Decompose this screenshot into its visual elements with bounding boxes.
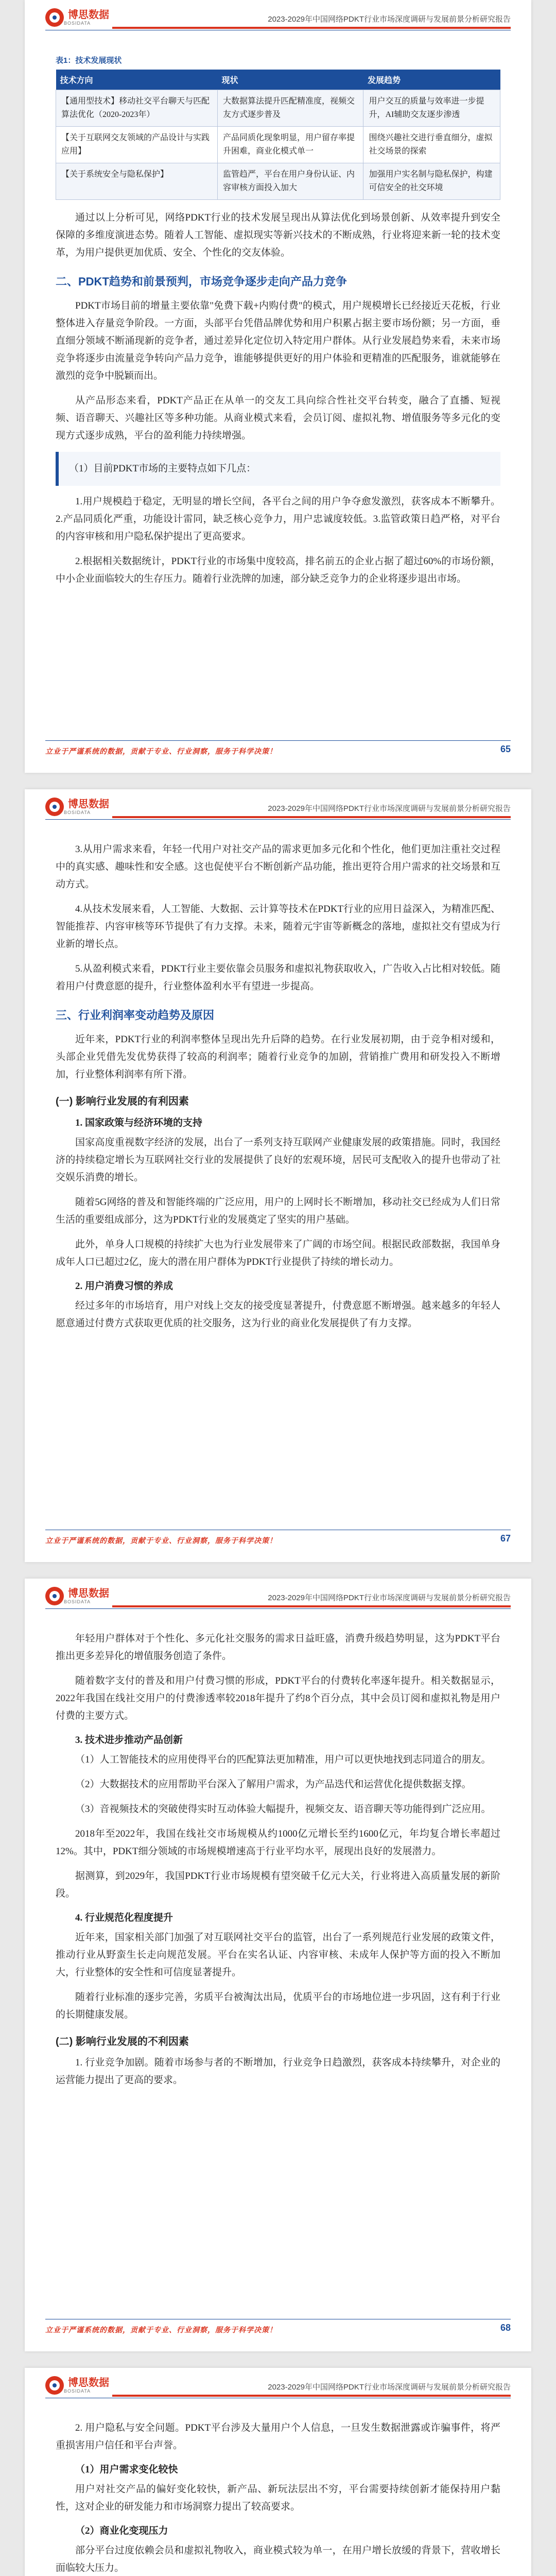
section-heading: 二、PDKT趋势和前景预判，市场竞争逐步走向产品力竞争 bbox=[56, 275, 347, 288]
page-header bbox=[25, 0, 531, 37]
report-page bbox=[25, 789, 531, 1562]
logo-name: 博思数据 bbox=[68, 2377, 109, 2388]
body-paragraph: 2018年至2022年，我国在线社交市场规模从约1000亿元增长至约1600亿元，年均复合增长率超过12%。其中，PDKT细分领域的市场规模增速高于行业平均水平，展现出良好的发展潜力。 bbox=[56, 1828, 500, 1857]
body-paragraph: 5.从盈利模式来看，PDKT行业主要依靠会员服务和虚拟礼物获取收入，广告收入占比相对较低。随着用户付费意愿的提升，行业整体盈利水平有望进一步提高。 bbox=[56, 963, 500, 992]
report-title: 2023-2029年中国网络PDKT行业市场深度调研与发展前景分析研究报告 bbox=[268, 2383, 511, 2392]
table-header-cell: 现状 bbox=[218, 70, 363, 90]
footer-slogan: 立业于严谨系统的数据，贡献于专业、行业洞察，服务于科学决策！ bbox=[45, 1536, 277, 1545]
header-rule bbox=[45, 1608, 511, 1609]
point-heading: 2. 用户消费习惯的养成 bbox=[75, 1281, 173, 1292]
page-body bbox=[56, 841, 500, 1340]
body-paragraph: 国家高度重视数字经济的发展，出台了一系列支持互联网产业健康发展的政策措施。同时，我国经济的持续稳定增长为互联网社交行业的发展提供了良好的宏观环境，居民可支配收入的提升也带动了社交娱乐消费的增长。 bbox=[56, 1137, 500, 1183]
logo-subtitle: BOSIDATA bbox=[64, 2388, 91, 2394]
logo-icon bbox=[45, 798, 64, 816]
data-table bbox=[56, 70, 500, 200]
table-caption: 表1：技术发展现状 bbox=[56, 56, 122, 65]
table-row bbox=[56, 90, 500, 127]
footer-slogan: 立业于严谨系统的数据，贡献于专业、行业洞察，服务于科学决策！ bbox=[45, 747, 277, 755]
page-number: 67 bbox=[500, 1533, 511, 1544]
brand-logo bbox=[45, 2376, 109, 2395]
body-paragraph: 用户对社交产品的偏好变化较快，新产品、新玩法层出不穷，平台需要持续创新才能保持用户黏性，这对企业的研发能力和市场洞察力提出了较高要求。 bbox=[56, 2484, 500, 2512]
page-number: 65 bbox=[500, 744, 511, 754]
brand-logo bbox=[45, 798, 109, 816]
body-paragraph: 随着5G网络的普及和智能终端的广泛应用，用户的上网时长不断增加，移动社交已经成为人们日常生活的重要组成部分，这为PDKT行业的发展奠定了坚实的用户基础。 bbox=[56, 1197, 500, 1225]
body-paragraph: 近年来，国家相关部门加强了对互联网社交平台的监管，出台了一系列规范行业发展的政策文件，推动行业从野蛮生长走向规范发展。平台在实名认证、内容审核、未成年人保护等方面的投入不断加大，行业整体的安全性和可信度显著提升。 bbox=[56, 1932, 500, 1978]
table-cell: 【关于系统安全与隐私保护】 bbox=[56, 163, 218, 200]
logo-name: 博思数据 bbox=[68, 9, 109, 21]
point-heading: 1. 国家政策与经济环境的支持 bbox=[75, 1117, 203, 1128]
report-page bbox=[25, 2368, 531, 2576]
table-header-cell: 技术方向 bbox=[56, 70, 218, 90]
subsection-heading: (二) 影响行业发展的不利因素 bbox=[56, 2036, 189, 2047]
table-cell: 围绕兴趣社交进行垂直细分，虚拟社交场景的探索 bbox=[363, 127, 500, 163]
body-paragraph: 此外，单身人口规模的持续扩大也为行业发展带来了广阔的市场空间。根据民政部数据，我国单身成年人口已超过2亿，庞大的潜在用户群体为PDKT行业提供了持续的增长动力。 bbox=[56, 1239, 500, 1267]
page-footer bbox=[45, 2319, 511, 2340]
table-cell: 大数据算法提升匹配精准度，视频交友方式逐步普及 bbox=[218, 90, 363, 127]
table-cell: 【通用型技术】移动社交平台聊天与匹配算法优化（2020-2023年） bbox=[56, 90, 218, 127]
logo-icon bbox=[45, 2376, 64, 2395]
logo-subtitle: BOSIDATA bbox=[64, 1599, 91, 1604]
body-paragraph: 随着行业标准的逐步完善，劣质平台被淘汰出局，优质平台的市场地位进一步巩固，这有利于行业的长期健康发展。 bbox=[56, 1992, 500, 2020]
body-paragraph: 1.用户规模趋于稳定，无明显的增长空间，各平台之间的用户争夺愈发激烈，获客成本不断攀升。2.产品同质化严重，功能设计雷同，缺乏核心竞争力，用户忠诚度较低。3.监管政策日趋严格，对平台的内容审核和用户隐私保护提出了更高要求。 bbox=[56, 496, 500, 542]
highlight-box: （1）目前PDKT市场的主要特点如下几点： bbox=[56, 452, 500, 486]
logo-name: 博思数据 bbox=[68, 1588, 109, 1599]
subsection-heading: (一) 影响行业发展的有利因素 bbox=[56, 1096, 189, 1107]
logo-text-block bbox=[64, 9, 109, 26]
body-paragraph: （3）音视频技术的突破使得实时互动体验大幅提升，视频交友、语音聊天等功能得到广泛应用。 bbox=[75, 1804, 491, 1815]
header-rule bbox=[45, 819, 511, 820]
body-paragraph: （2）大数据技术的应用帮助平台深入了解用户需求，为产品迭代和运营优化提供数据支撑。 bbox=[75, 1779, 472, 1790]
point-heading: （2）商业化变现压力 bbox=[75, 2526, 168, 2536]
body-paragraph: 随着数字支付的普及和用户付费习惯的形成，PDKT平台的付费转化率逐年提升。相关数据显示，2022年我国在线社交用户的付费渗透率较2018年提升了约8个百分点，其中会员订阅和虚拟礼物是用户付费的主要方式。 bbox=[56, 1675, 500, 1721]
footer-slogan: 立业于严谨系统的数据，贡献于专业、行业洞察，服务于科学决策！ bbox=[45, 2326, 277, 2334]
section-heading: 三、行业利润率变动趋势及原因 bbox=[56, 1009, 215, 1022]
header-accent-bar bbox=[112, 1605, 511, 1607]
report-page bbox=[25, 1579, 531, 2351]
page-footer bbox=[45, 740, 511, 761]
body-paragraph: 1. 行业竞争加剧。随着市场参与者的不断增加，行业竞争日趋激烈，获客成本持续攀升，对企业的运营能力提出了更高的要求。 bbox=[56, 2057, 500, 2086]
table-cell: 产品同质化现象明显，用户留存率提升困难，商业化模式单一 bbox=[218, 127, 363, 163]
table-cell: 用户交互的质量与效率进一步提升，AI辅助交友逐步渗透 bbox=[363, 90, 500, 127]
header-accent-bar bbox=[112, 2395, 511, 2397]
header-accent-bar bbox=[112, 27, 511, 29]
page-body bbox=[56, 1630, 500, 2096]
table-header-row bbox=[56, 70, 500, 90]
logo-text-block bbox=[64, 1588, 109, 1604]
logo-icon bbox=[45, 8, 64, 27]
body-paragraph: 从产品形态来看，PDKT产品正在从单一的交友工具向综合性社交平台转变，融合了直播、短视频、语音聊天、兴趣社区等多种功能。从商业模式来看，会员订阅、虚拟礼物、增值服务等多元化的变现方式逐步成熟，平台的盈利能力持续增强。 bbox=[56, 395, 500, 441]
body-paragraph: PDKT市场目前的增量主要依靠"免费下载+内购付费"的模式，用户规模增长已经接近天花板，行业整体进入存量竞争阶段。一方面，头部平台凭借品牌优势和用户积累占据主要市场份额；另一方面，垂直细分领域不断涌现新的竞争者，通过差异化定位切入特定用户群体。从行业发展趋势来看，未来市场竞争将逐步由流量竞争转向产品力竞争，谁能够提供更好的用户体验和更精准的匹配服务，谁就能够在激烈的竞争中脱颖而出。 bbox=[56, 300, 500, 381]
table-row bbox=[56, 127, 500, 163]
table-cell: 加强用户实名制与隐私保护，构建可信安全的社交环境 bbox=[363, 163, 500, 200]
body-paragraph: 通过以上分析可见，网络PDKT行业的技术发展呈现出从算法优化到场景创新、从效率提升到安全保障的多维度演进态势。随着人工智能、虚拟现实等新兴技术的不断成熟，行业将迎来新一轮的技术变革，为用户提供更加优质、安全、个性化的交友体验。 bbox=[56, 212, 500, 258]
body-paragraph: 年轻用户群体对于个性化、多元化社交服务的需求日益旺盛，消费升级趋势明显，这为PDKT平台推出更多差异化的增值服务创造了条件。 bbox=[56, 1633, 500, 1662]
logo-icon bbox=[45, 1587, 64, 1605]
logo-subtitle: BOSIDATA bbox=[64, 810, 91, 815]
page-header bbox=[25, 2368, 531, 2405]
report-title: 2023-2029年中国网络PDKT行业市场深度调研与发展前景分析研究报告 bbox=[268, 1594, 511, 1602]
header-accent-bar bbox=[112, 816, 511, 818]
point-heading: （1）用户需求变化较快 bbox=[75, 2464, 178, 2475]
logo-text-block bbox=[64, 799, 109, 815]
body-paragraph: （1）人工智能技术的应用使得平台的匹配算法更加精准，用户可以更快地找到志同道合的朋友。 bbox=[75, 1754, 491, 1765]
report-page bbox=[25, 0, 531, 773]
body-paragraph: 部分平台过度依赖会员和虚拟礼物收入，商业模式较为单一，在用户增长放缓的背景下，营收增长面临较大压力。 bbox=[56, 2545, 500, 2573]
table-header-cell: 发展趋势 bbox=[363, 70, 500, 90]
logo-text-block bbox=[64, 2377, 109, 2394]
body-paragraph: 2.根据相关数据统计，PDKT行业的市场集中度较高，排名前五的企业占据了超过60%的市场份额，中小企业面临较大的生存压力。随着行业洗牌的加速，部分缺乏竞争力的企业将逐步退出市场。 bbox=[56, 556, 500, 584]
logo-name: 博思数据 bbox=[68, 799, 109, 810]
report-title: 2023-2029年中国网络PDKT行业市场深度调研与发展前景分析研究报告 bbox=[268, 15, 511, 24]
body-paragraph: 3.从用户需求来看，年轻一代用户对社交产品的需求更加多元化和个性化，他们更加注重社交过程中的真实感、趣味性和安全感。这也促使平台不断创新产品功能，推出更符合用户需求的社交场景和互动方式。 bbox=[56, 844, 500, 890]
brand-logo bbox=[45, 1587, 109, 1605]
table-cell: 【关于互联网交友领域的产品设计与实践应用】 bbox=[56, 127, 218, 163]
point-heading: 4. 行业规范化程度提升 bbox=[75, 1912, 173, 1923]
page-footer bbox=[45, 1530, 511, 1551]
body-paragraph: 据测算，到2029年，我国PDKT行业市场规模有望突破千亿元大关，行业将进入高质量发展的新阶段。 bbox=[56, 1871, 500, 1899]
report-title: 2023-2029年中国网络PDKT行业市场深度调研与发展前景分析研究报告 bbox=[268, 804, 511, 813]
brand-logo bbox=[45, 8, 109, 27]
page-header bbox=[25, 1579, 531, 1616]
page-number: 68 bbox=[500, 2323, 511, 2333]
body-paragraph: 近年来，PDKT行业的利润率整体呈现出先升后降的趋势。在行业发展初期，由于竞争相对缓和，头部企业凭借先发优势获得了较高的利润率；随着行业竞争的加剧，营销推广费用和研发投入不断增加，行业整体利润率有所下滑。 bbox=[56, 1034, 500, 1080]
point-heading: 3. 技术进步推动产品创新 bbox=[75, 1735, 183, 1745]
body-paragraph: 4.从技术发展来看，人工智能、大数据、云计算等技术在PDKT行业的应用日益深入，为精准匹配、智能推荐、内容审核等环节提供了有力支撑。未来，随着元宇宙等新概念的落地，虚拟社交有望成为行业新的增长点。 bbox=[56, 904, 500, 950]
logo-subtitle: BOSIDATA bbox=[64, 21, 91, 26]
page-body bbox=[56, 52, 500, 595]
page-header bbox=[25, 789, 531, 826]
body-paragraph: 经过多年的市场培育，用户对线上交友的接受度显著提升，付费意愿不断增强。越来越多的年轻人愿意通过付费方式获取更优质的社交服务，这为行业的商业化发展提供了有力支撑。 bbox=[56, 1300, 500, 1329]
table-row bbox=[56, 163, 500, 200]
body-paragraph: 2. 用户隐私与安全问题。PDKT平台涉及大量用户个人信息，一旦发生数据泄露或诈骗事件，将严重损害用户信任和平台声誉。 bbox=[56, 2422, 500, 2451]
page-body bbox=[56, 2419, 500, 2576]
table-cell: 监管趋严，平台在用户身份认证、内容审核方面投入加大 bbox=[218, 163, 363, 200]
